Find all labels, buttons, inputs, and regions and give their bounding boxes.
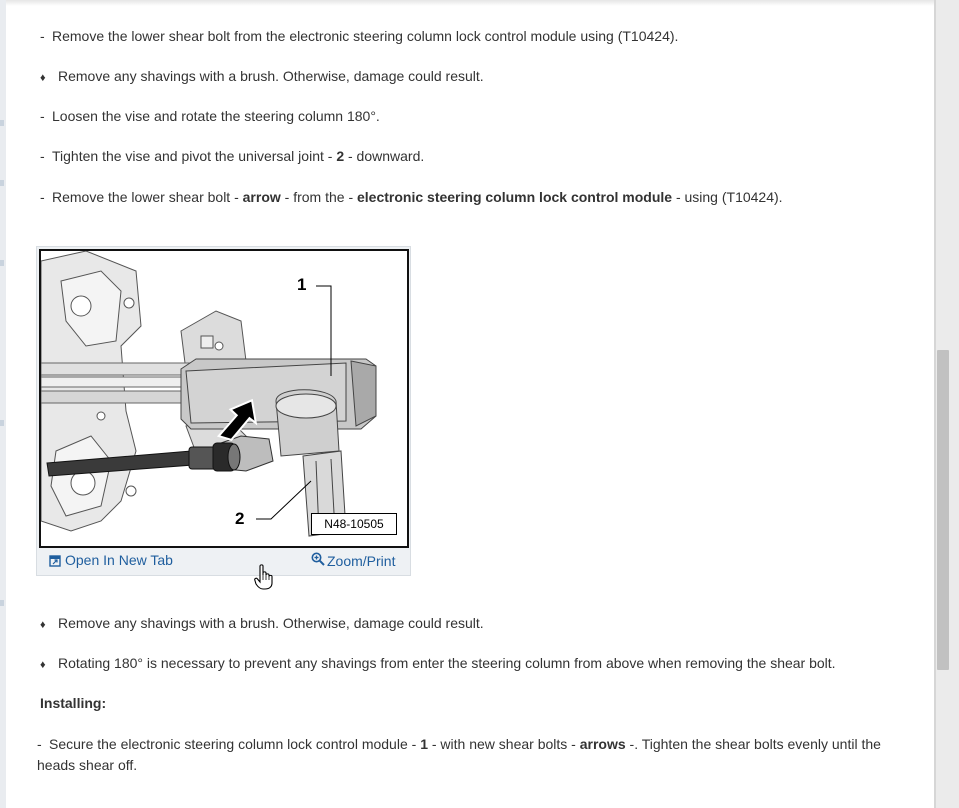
step-text: Remove the lower shear bolt from the electronic steering column lock control module using (T10424). xyxy=(52,28,679,44)
zoom-icon xyxy=(311,552,325,569)
step-line xyxy=(40,26,678,46)
open-in-new-tab-link[interactable] xyxy=(49,552,173,570)
diamond-bullet-icon: ♦ xyxy=(40,72,46,84)
figure-code-label: N48-10505 xyxy=(311,513,397,535)
diamond-bullet-icon: ♦ xyxy=(40,659,46,671)
dash-marker: - xyxy=(40,108,45,124)
figure-block xyxy=(36,246,411,576)
step-text: - downward. xyxy=(344,148,425,164)
zoom-print-label: Zoom/Print xyxy=(327,553,396,569)
steering-column-illustration[interactable] xyxy=(39,249,409,548)
note-line xyxy=(40,613,484,635)
step-line xyxy=(40,146,424,166)
scrollbar-gutter xyxy=(934,0,936,808)
step-text: - using (T10424). xyxy=(672,189,783,205)
steering-column-drawing xyxy=(41,251,407,546)
dash-marker: - xyxy=(37,736,42,752)
step-text: Remove any shavings with a brush. Otherwise, damage could result. xyxy=(58,68,484,84)
step-text: Tighten the vise and pivot the universal joint - xyxy=(52,148,337,164)
diamond-bullet-icon: ♦ xyxy=(40,619,46,631)
open-in-new-tab-label: Open In New Tab xyxy=(65,552,173,568)
vertical-scrollbar-thumb[interactable] xyxy=(937,350,949,670)
step-text: Remove the lower shear bolt - xyxy=(52,189,243,205)
bold-term: electronic steering column lock control module xyxy=(357,189,673,205)
step-text: Remove any shavings with a brush. Otherwise, damage could result. xyxy=(58,615,484,631)
step-text: Rotating 180° is necessary to prevent any shavings from enter the steering column from above when removing the shear bolt. xyxy=(58,655,836,671)
installing-heading: Installing: xyxy=(40,695,107,711)
dash-marker: - xyxy=(40,148,45,164)
step-line xyxy=(40,106,380,126)
procedure-content xyxy=(6,0,934,808)
step-text: - from the - xyxy=(280,189,357,205)
dash-marker: - xyxy=(40,189,45,205)
note-line xyxy=(40,66,484,88)
hand-pointer-cursor-icon xyxy=(254,564,274,595)
bold-term: arrow xyxy=(242,189,281,205)
install-step xyxy=(37,734,907,776)
step-line xyxy=(40,187,783,207)
step-text: -. Tighten the shear bolts evenly until the heads shear off. xyxy=(37,736,881,773)
zoom-print-link[interactable] xyxy=(311,552,395,569)
step-text: Secure the electronic steering column lock control module - xyxy=(49,736,421,752)
callout-1-label: 1 xyxy=(297,275,307,294)
callout-2-label: 2 xyxy=(235,509,245,528)
dash-marker: - xyxy=(40,28,45,44)
bold-term: 2 xyxy=(336,148,345,164)
note-line xyxy=(40,653,836,675)
open-in-new-tab-icon xyxy=(49,554,61,570)
figure-toolbar xyxy=(37,547,410,575)
step-text: Loosen the vise and rotate the steering column 180°. xyxy=(52,108,380,124)
step-text: - with new shear bolts - xyxy=(427,736,580,752)
bold-term: arrows xyxy=(579,736,626,752)
bold-term: 1 xyxy=(420,736,428,752)
